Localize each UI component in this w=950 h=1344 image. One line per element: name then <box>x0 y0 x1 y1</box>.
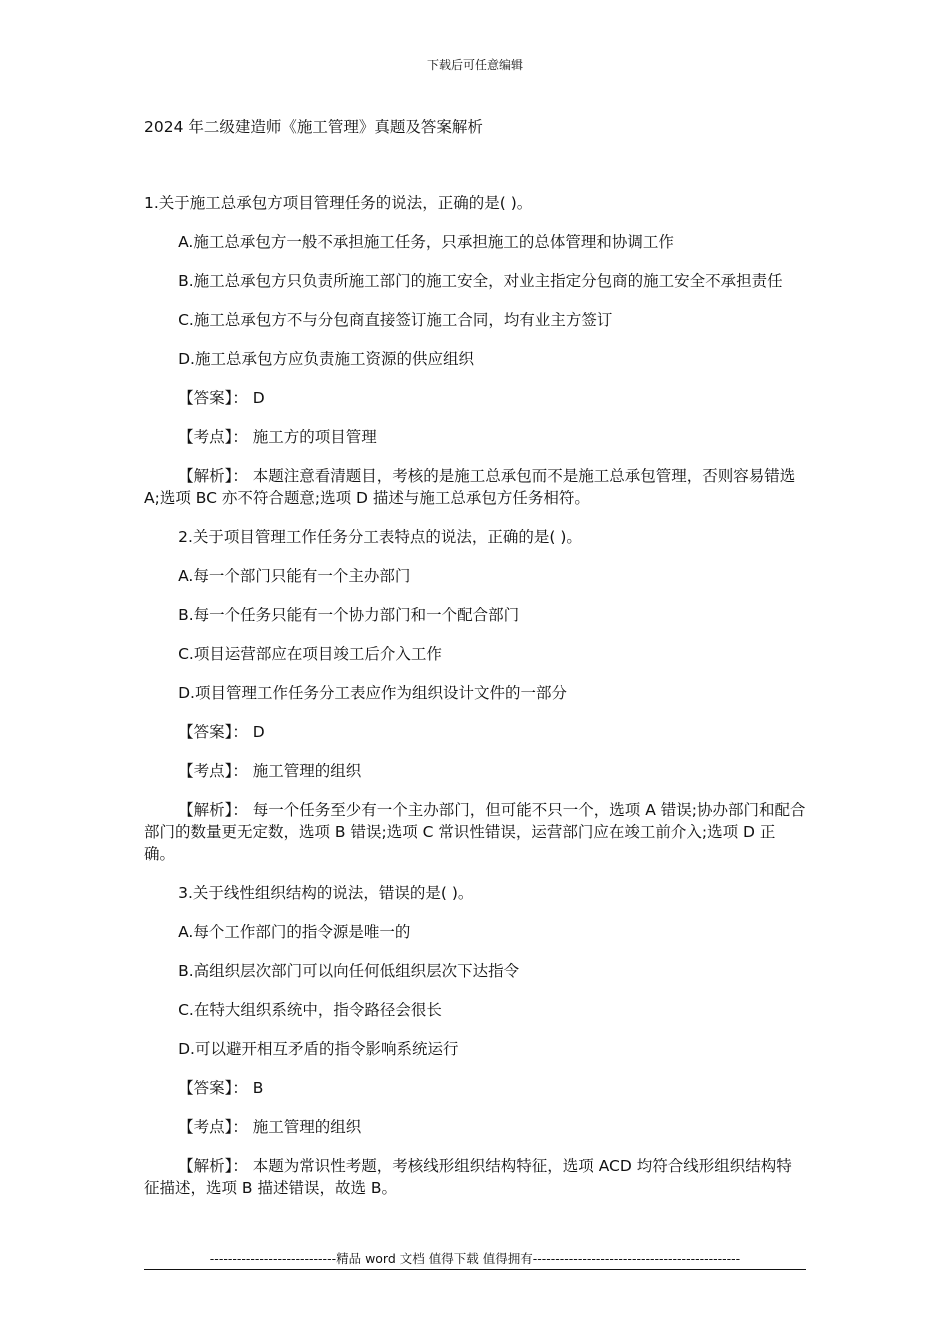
question-1-option-a: A.施工总承包方一般不承担施工任务，只承担施工的总体管理和协调工作 <box>178 233 674 251</box>
question-3-stem: 3.关于线性组织结构的说法，错误的是( )。 <box>178 884 474 902</box>
question-3-analysis: 【解析】： 本题为常识性考题，考核线形组织结构特征，选项 ACD 均符合线形组织结构特征描述，选项 B 描述错误，故选 B。 <box>144 1157 792 1197</box>
document-body <box>144 192 806 1216</box>
question-2-answer: 【答案】： D <box>178 723 265 741</box>
footer-divider <box>144 1269 806 1270</box>
question-2-analysis: 【解析】： 每一个任务至少有一个主办部门，但可能不只一个，选项 A 错误;协办部门和配合部门的数量更无定数，选项 B 错误;选项 C 常识性错误，运营部门应在竣工前介入;选项 D 正确。 <box>144 801 806 863</box>
question-3-option-c: C.在特大组织系统中，指令路径会很长 <box>178 1001 442 1019</box>
question-2-stem: 2.关于项目管理工作任务分工表特点的说法，正确的是( )。 <box>178 528 582 546</box>
question-3-option-b: B.高组织层次部门可以向任何低组织层次下达指令 <box>178 962 520 980</box>
question-2-option-d: D.项目管理工作任务分工表应作为组织设计文件的一部分 <box>178 684 567 702</box>
question-1-point: 【考点】： 施工方的项目管理 <box>178 428 377 446</box>
question-1-option-d: D.施工总承包方应负责施工资源的供应组织 <box>178 350 474 368</box>
question-1-answer: 【答案】： D <box>178 389 265 407</box>
question-3-point: 【考点】： 施工管理的组织 <box>178 1118 362 1136</box>
question-2-option-a: A.每一个部门只能有一个主办部门 <box>178 567 411 585</box>
question-3-option-d: D.可以避开相互矛盾的指令影响系统运行 <box>178 1040 459 1058</box>
question-2-option-c: C.项目运营部应在项目竣工后介入工作 <box>178 645 442 663</box>
question-1-option-c: C.施工总承包方不与分包商直接签订施工合同，均有业主方签订 <box>178 311 613 329</box>
question-3-answer: 【答案】： B <box>178 1079 264 1097</box>
question-1-option-b: B.施工总承包方只负责所施工部门的施工安全，对业主指定分包商的施工安全不承担责任 <box>178 272 783 290</box>
page-footer: ----------------------------精品 word 文档 值得下载 值得拥有---------------------------------------------- <box>209 1251 741 1266</box>
page-header: 下载后可任意编辑 <box>426 58 523 72</box>
question-2-option-b: B.每一个任务只能有一个协力部门和一个配合部门 <box>178 606 520 624</box>
question-2-point: 【考点】： 施工管理的组织 <box>178 762 362 780</box>
document-title: 2024 年二级建造师《施工管理》真题及答案解析 <box>144 118 483 136</box>
question-1-stem: 1.关于施工总承包方项目管理任务的说法，正确的是( )。 <box>144 194 533 212</box>
question-1-analysis: 【解析】： 本题注意看清题目，考核的是施工总承包而不是施工总承包管理，否则容易错选 A;选项 BC 亦不符合题意;选项 D 描述与施工总承包方任务相符。 <box>144 467 796 507</box>
question-3-option-a: A.每个工作部门的指令源是唯一的 <box>178 923 411 941</box>
